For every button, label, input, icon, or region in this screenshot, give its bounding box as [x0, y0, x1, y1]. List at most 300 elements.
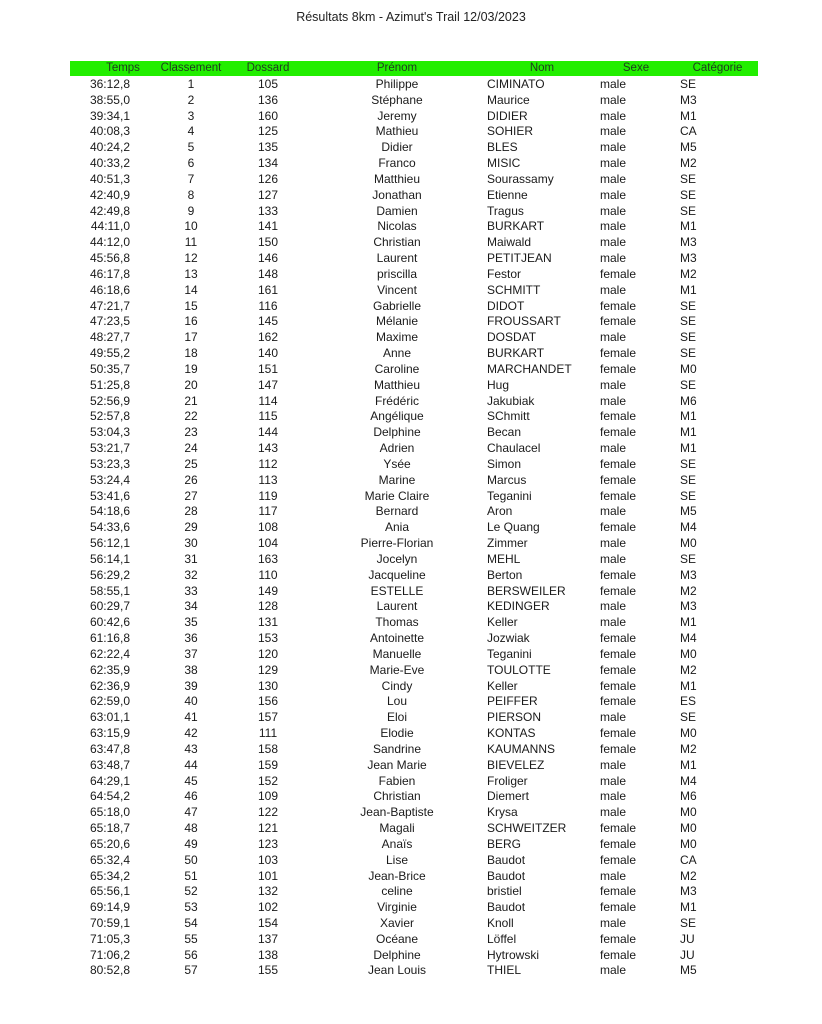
cell-temps: 56:14,1 — [89, 551, 130, 566]
cell-categorie: M0 — [680, 836, 697, 851]
cell-dossard: 115 — [258, 409, 278, 424]
cell-categorie: M4 — [680, 773, 697, 788]
table-row — [0, 204, 822, 220]
cell-temps: 63:15,9 — [89, 726, 130, 741]
cell-dossard: 102 — [257, 900, 279, 915]
cell-temps: 58:55,1 — [89, 583, 130, 598]
cell-sexe: female — [600, 488, 637, 503]
cell-temps: 64:29,1 — [89, 773, 130, 788]
cell-classement: 10 — [184, 219, 198, 234]
cell-dossard: 119 — [258, 488, 278, 503]
cell-sexe: male — [600, 235, 627, 250]
cell-temps: 60:29,7 — [89, 599, 130, 614]
cell-categorie: M2 — [680, 156, 697, 171]
cell-temps: 60:42,6 — [89, 615, 130, 630]
cell-dossard: 146 — [257, 251, 279, 266]
cell-dossard: 135 — [257, 140, 279, 155]
cell-prenom: Matthieu — [373, 377, 421, 392]
cell-classement: 3 — [187, 108, 195, 123]
cell-classement: 55 — [184, 931, 198, 946]
cell-dossard: 161 — [257, 282, 279, 297]
cell-nom: PIERSON — [487, 710, 542, 725]
cell-dossard: 136 — [257, 92, 279, 107]
table-row — [0, 409, 822, 425]
cell-nom: DOSDAT — [487, 330, 537, 345]
cell-nom: Tragus — [487, 203, 524, 218]
cell-nom: BERG — [487, 836, 522, 851]
cell-nom: Marcus — [487, 472, 527, 487]
cell-temps: 49:55,2 — [89, 346, 130, 361]
table-row — [0, 504, 822, 520]
table-row — [0, 140, 822, 156]
cell-temps: 47:23,5 — [89, 314, 130, 329]
table-row — [0, 156, 822, 172]
table-row — [0, 314, 822, 330]
cell-temps: 45:56,8 — [89, 251, 130, 266]
cell-classement: 15 — [184, 298, 198, 313]
cell-temps: 52:57,8 — [89, 409, 130, 424]
cell-categorie: M0 — [680, 821, 697, 835]
cell-classement: 29 — [184, 520, 198, 535]
header-categorie: Catégorie — [692, 62, 743, 74]
cell-dossard: 113 — [258, 472, 278, 487]
cell-classement: 40 — [184, 694, 198, 709]
cell-categorie: M3 — [680, 884, 697, 899]
cell-sexe: male — [600, 773, 627, 788]
cell-categorie: M0 — [680, 805, 697, 820]
cell-categorie: SE — [680, 377, 697, 392]
cell-temps: 65:18,7 — [89, 821, 130, 835]
cell-categorie: M0 — [680, 536, 697, 551]
cell-categorie: M3 — [680, 235, 697, 250]
cell-dossard: 159 — [257, 757, 279, 772]
cell-classement: 1 — [187, 77, 195, 91]
cell-prenom: Laurent — [376, 251, 418, 266]
table-row — [0, 900, 822, 916]
cell-prenom: Manuelle — [372, 646, 422, 661]
cell-temps: 71:06,2 — [89, 947, 130, 962]
cell-sexe: female — [600, 931, 637, 946]
table-row — [0, 425, 822, 441]
cell-classement: 33 — [184, 583, 198, 598]
cell-sexe: male — [600, 171, 627, 186]
cell-nom: Becan — [487, 425, 522, 440]
cell-temps: 44:12,0 — [89, 235, 130, 250]
cell-categorie: JU — [680, 947, 695, 962]
table-row — [0, 694, 822, 710]
cell-dossard: 140 — [257, 346, 279, 361]
cell-prenom: Christian — [373, 235, 421, 250]
cell-nom: BURKART — [487, 219, 545, 234]
cell-categorie: M1 — [680, 757, 697, 772]
cell-dossard: 130 — [257, 678, 279, 693]
table-row — [0, 647, 822, 663]
cell-dossard: 157 — [257, 710, 279, 725]
cell-dossard: 105 — [257, 77, 279, 91]
cell-nom: Etienne — [487, 187, 528, 202]
table-row — [0, 520, 822, 536]
table-row — [0, 853, 822, 869]
cell-nom: SCHWEITZER — [487, 821, 567, 835]
table-row — [0, 584, 822, 600]
cell-classement: 26 — [184, 472, 198, 487]
cell-categorie: M1 — [680, 219, 697, 234]
cell-prenom: Océane — [375, 931, 419, 946]
cell-classement: 49 — [184, 836, 198, 851]
cell-categorie: M1 — [680, 900, 697, 915]
cell-categorie: SE — [680, 488, 697, 503]
cell-classement: 54 — [184, 915, 198, 930]
table-row — [0, 109, 822, 125]
cell-prenom: celine — [381, 884, 413, 899]
table-row — [0, 963, 822, 979]
cell-nom: BIEVELEZ — [487, 757, 545, 772]
cell-nom: Froliger — [487, 773, 528, 788]
cell-prenom: Stéphane — [371, 92, 423, 107]
table-row — [0, 457, 822, 473]
cell-categorie: M2 — [680, 741, 697, 756]
cell-temps: 47:21,7 — [89, 298, 130, 313]
cell-classement: 37 — [184, 646, 198, 661]
cell-prenom: Caroline — [374, 361, 420, 376]
cell-dossard: 129 — [257, 662, 279, 677]
cell-categorie: M3 — [680, 92, 697, 107]
cell-categorie: M4 — [680, 631, 697, 646]
cell-classement: 34 — [184, 599, 198, 614]
table-row — [0, 568, 822, 584]
cell-dossard: 137 — [257, 931, 279, 946]
cell-nom: Le Quang — [487, 520, 540, 535]
header-nom: Nom — [529, 62, 555, 74]
header-prenom: Prénom — [376, 62, 418, 74]
cell-sexe: male — [600, 77, 627, 91]
cell-temps: 69:14,9 — [89, 900, 130, 915]
cell-sexe: male — [600, 92, 627, 107]
cell-prenom: Fabien — [378, 773, 416, 788]
cell-dossard: 132 — [257, 884, 279, 899]
cell-nom: Maiwald — [487, 235, 532, 250]
cell-dossard: 110 — [258, 567, 278, 582]
cell-nom: Jozwiak — [487, 631, 530, 646]
cell-temps: 63:48,7 — [89, 757, 130, 772]
cell-prenom: Lou — [386, 694, 408, 709]
cell-temps: 62:36,9 — [89, 678, 130, 693]
cell-categorie: M3 — [680, 599, 697, 614]
cell-sexe: male — [600, 187, 627, 202]
table-row — [0, 774, 822, 790]
cell-temps: 56:12,1 — [89, 536, 130, 551]
cell-prenom: Philippe — [375, 77, 419, 91]
cell-nom: SCHMITT — [487, 282, 541, 297]
cell-dossard: 149 — [257, 583, 279, 598]
cell-categorie: M5 — [680, 140, 697, 155]
cell-prenom: Jeremy — [377, 108, 417, 123]
header-temps: Temps — [106, 62, 140, 74]
table-row — [0, 948, 822, 964]
cell-temps: 64:54,2 — [89, 789, 130, 804]
cell-classement: 5 — [187, 140, 195, 155]
cell-sexe: female — [600, 520, 637, 535]
cell-prenom: Delphine — [373, 425, 421, 440]
cell-sexe: male — [600, 108, 627, 123]
cell-prenom: Didier — [381, 140, 413, 155]
cell-sexe: female — [600, 694, 637, 709]
cell-temps: 53:24,4 — [89, 472, 130, 487]
cell-prenom: Matthieu — [373, 171, 421, 186]
table-row — [0, 599, 822, 615]
table-row — [0, 473, 822, 489]
cell-categorie: M1 — [680, 108, 697, 123]
cell-prenom: Sandrine — [372, 741, 422, 756]
cell-sexe: male — [600, 156, 627, 171]
cell-classement: 25 — [184, 456, 198, 471]
table-row — [0, 172, 822, 188]
cell-temps: 54:33,6 — [89, 520, 130, 535]
document-title: Résultats 8km - Azimut's Trail 12/03/2023 — [296, 10, 526, 24]
cell-prenom: Ania — [384, 520, 410, 535]
table-row — [0, 489, 822, 505]
cell-categorie: JU — [680, 931, 695, 946]
cell-prenom: Marie Claire — [364, 488, 430, 503]
cell-dossard: 150 — [257, 235, 279, 250]
cell-dossard: 123 — [257, 836, 279, 851]
cell-classement: 22 — [184, 409, 198, 424]
cell-sexe: male — [600, 504, 627, 519]
cell-dossard: 131 — [257, 615, 279, 630]
cell-classement: 12 — [184, 251, 198, 266]
cell-dossard: 104 — [257, 536, 279, 551]
cell-nom: Aron — [487, 504, 513, 519]
cell-classement: 30 — [184, 536, 198, 551]
cell-nom: Keller — [487, 678, 518, 693]
cell-sexe: female — [600, 726, 637, 741]
cell-dossard: 155 — [257, 963, 279, 978]
cell-classement: 42 — [184, 726, 198, 741]
cell-nom: Sourassamy — [487, 171, 554, 186]
cell-classement: 24 — [184, 441, 198, 456]
cell-classement: 46 — [184, 789, 198, 804]
cell-classement: 17 — [184, 330, 198, 345]
cell-categorie: SE — [680, 298, 697, 313]
cell-prenom: Jean Louis — [367, 963, 427, 978]
cell-sexe: male — [600, 963, 627, 978]
cell-temps: 40:51,3 — [89, 171, 130, 186]
cell-dossard: 148 — [257, 266, 279, 281]
cell-sexe: male — [600, 615, 627, 630]
cell-prenom: ESTELLE — [370, 583, 424, 598]
cell-nom: SChmitt — [487, 409, 530, 424]
cell-nom: Teganini — [487, 646, 532, 661]
table-row — [0, 77, 822, 93]
cell-classement: 52 — [184, 884, 198, 899]
cell-dossard: 120 — [257, 646, 279, 661]
table-row — [0, 663, 822, 679]
cell-nom: KEDINGER — [487, 599, 550, 614]
cell-sexe: male — [600, 915, 627, 930]
cell-temps: 53:21,7 — [89, 441, 130, 456]
cell-sexe: female — [600, 631, 637, 646]
cell-dossard: 138 — [257, 947, 279, 962]
cell-nom: Maurice — [487, 92, 530, 107]
cell-classement: 43 — [184, 741, 198, 756]
cell-classement: 20 — [184, 377, 198, 392]
table-row — [0, 837, 822, 853]
cell-dossard: 162 — [257, 330, 279, 345]
table-row — [0, 631, 822, 647]
cell-dossard: 101 — [257, 868, 279, 883]
cell-prenom: Elodie — [380, 726, 414, 741]
cell-prenom: Gabrielle — [372, 298, 422, 313]
cell-nom: BLES — [487, 140, 518, 155]
table-row — [0, 235, 822, 251]
cell-nom: Hug — [487, 377, 510, 392]
cell-sexe: female — [600, 425, 637, 440]
cell-dossard: 116 — [258, 298, 278, 313]
cell-categorie: SE — [680, 330, 697, 345]
cell-temps: 46:18,6 — [89, 282, 130, 297]
cell-classement: 27 — [184, 488, 198, 503]
cell-dossard: 160 — [257, 108, 279, 123]
cell-temps: 39:34,1 — [89, 108, 130, 123]
table-row — [0, 805, 822, 821]
cell-classement: 13 — [184, 266, 198, 281]
cell-temps: 38:55,0 — [89, 92, 130, 107]
cell-prenom: Jacqueline — [368, 567, 426, 582]
cell-sexe: male — [600, 551, 627, 566]
cell-prenom: Anne — [382, 346, 412, 361]
cell-classement: 41 — [184, 710, 198, 725]
cell-nom: Baudot — [487, 900, 526, 915]
cell-sexe: male — [600, 441, 627, 456]
cell-nom: Teganini — [487, 488, 532, 503]
cell-nom: bristiel — [487, 884, 522, 899]
cell-categorie: SE — [680, 171, 697, 186]
cell-classement: 38 — [184, 662, 198, 677]
cell-dossard: 114 — [258, 393, 278, 408]
cell-nom: KONTAS — [487, 726, 536, 741]
cell-categorie: M1 — [680, 282, 697, 297]
cell-nom: DIDIER — [487, 108, 528, 123]
cell-nom: Zimmer — [487, 536, 528, 551]
cell-classement: 8 — [187, 187, 195, 202]
cell-nom: Baudot — [487, 852, 526, 867]
cell-temps: 53:41,6 — [89, 488, 130, 503]
cell-classement: 47 — [184, 805, 198, 820]
cell-categorie: SE — [680, 314, 697, 329]
cell-categorie: M5 — [680, 504, 697, 519]
cell-classement: 50 — [184, 852, 198, 867]
cell-classement: 21 — [184, 393, 198, 408]
cell-temps: 54:18,6 — [89, 504, 130, 519]
cell-sexe: female — [600, 662, 637, 677]
cell-dossard: 151 — [257, 361, 279, 376]
cell-sexe: female — [600, 646, 637, 661]
cell-categorie: M4 — [680, 520, 697, 535]
cell-temps: 63:01,1 — [89, 710, 130, 725]
cell-dossard: 156 — [257, 694, 279, 709]
cell-dossard: 154 — [257, 915, 279, 930]
cell-categorie: SE — [680, 551, 697, 566]
cell-temps: 62:59,0 — [89, 694, 130, 709]
table-row — [0, 330, 822, 346]
cell-nom: KAUMANNS — [487, 741, 556, 756]
cell-prenom: Bernard — [375, 504, 419, 519]
cell-dossard: 112 — [258, 456, 278, 471]
cell-nom: Baudot — [487, 868, 526, 883]
cell-categorie: M2 — [680, 662, 697, 677]
cell-classement: 32 — [184, 567, 198, 582]
cell-temps: 40:24,2 — [89, 140, 130, 155]
cell-classement: 11 — [184, 235, 198, 250]
cell-sexe: male — [600, 124, 627, 139]
cell-prenom: Mathieu — [375, 124, 419, 139]
cell-nom: MARCHANDET — [487, 361, 572, 376]
cell-temps: 65:56,1 — [89, 884, 130, 899]
cell-prenom: Pierre-Florian — [360, 536, 434, 551]
table-row — [0, 251, 822, 267]
cell-sexe: female — [600, 472, 637, 487]
cell-categorie: M3 — [680, 251, 697, 266]
cell-categorie: M1 — [680, 409, 697, 424]
table-row — [0, 932, 822, 948]
table-row — [0, 758, 822, 774]
cell-dossard: 109 — [257, 789, 279, 804]
cell-prenom: Ysée — [383, 456, 411, 471]
cell-categorie: SE — [680, 187, 697, 202]
cell-categorie: M6 — [680, 393, 697, 408]
cell-classement: 7 — [187, 171, 195, 186]
table-row — [0, 267, 822, 283]
cell-temps: 40:33,2 — [89, 156, 130, 171]
table-row — [0, 869, 822, 885]
cell-dossard: 141 — [257, 219, 279, 234]
cell-classement: 28 — [184, 504, 198, 519]
cell-prenom: Lise — [385, 852, 408, 867]
cell-categorie: M1 — [680, 441, 697, 456]
cell-prenom: Nicolas — [377, 219, 417, 234]
cell-sexe: male — [600, 377, 627, 392]
cell-sexe: female — [600, 583, 637, 598]
cell-nom: Festor — [487, 266, 522, 281]
cell-categorie: SE — [680, 710, 697, 725]
cell-prenom: Damien — [376, 203, 418, 218]
cell-classement: 45 — [184, 773, 198, 788]
cell-temps: 53:23,3 — [89, 456, 130, 471]
cell-dossard: 111 — [258, 726, 278, 741]
cell-sexe: female — [600, 741, 637, 756]
cell-sexe: female — [600, 346, 637, 361]
cell-sexe: male — [600, 536, 627, 551]
cell-classement: 2 — [187, 92, 195, 107]
header-sexe: Sexe — [622, 62, 650, 74]
cell-prenom: Cindy — [381, 678, 413, 693]
cell-prenom: Xavier — [379, 915, 414, 930]
table-row — [0, 742, 822, 758]
cell-sexe: male — [600, 330, 627, 345]
cell-sexe: female — [600, 409, 637, 424]
table-row — [0, 552, 822, 568]
cell-categorie: M2 — [680, 583, 697, 598]
cell-temps: 62:35,9 — [89, 662, 130, 677]
cell-categorie: SE — [680, 915, 697, 930]
cell-classement: 44 — [184, 757, 198, 772]
cell-classement: 53 — [184, 900, 198, 915]
cell-nom: Chaulacel — [487, 441, 541, 456]
cell-classement: 9 — [187, 203, 195, 218]
cell-categorie: M1 — [680, 425, 697, 440]
cell-temps: 56:29,2 — [89, 567, 130, 582]
cell-prenom: Christian — [373, 789, 421, 804]
